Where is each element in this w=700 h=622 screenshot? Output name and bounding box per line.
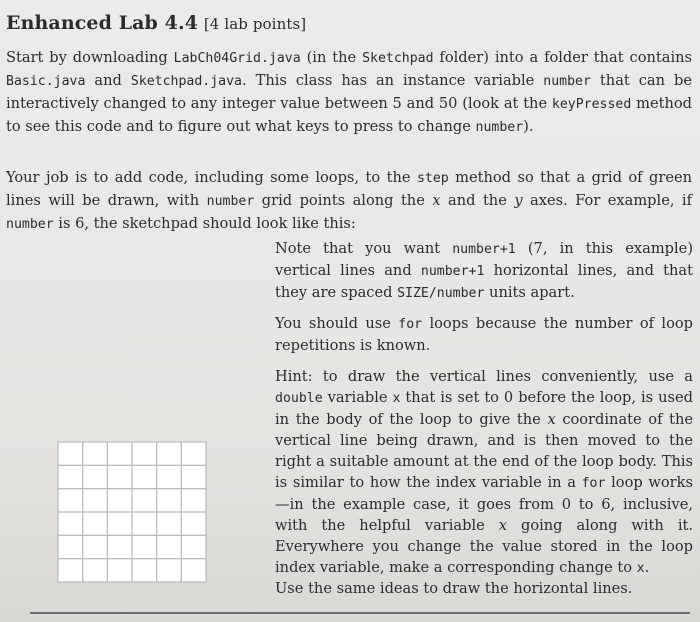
note-text: loops because the number of loop repetitions is known. — [275, 315, 694, 354]
note-text: (7, in this example) vertical lines and — [275, 240, 694, 279]
code-for: for — [581, 476, 606, 491]
job-paragraph — [6, 167, 692, 236]
job-text: and the — [440, 192, 515, 209]
hint-text: Hint: to draw the vertical lines conveniently, use a — [275, 368, 693, 385]
hint-paragraph — [275, 366, 693, 579]
note-text: You should use — [275, 315, 399, 332]
intro-text: method to see this code and to figure out what keys to press to change — [6, 95, 692, 135]
intro-text: that can be interactively changed to any integer value between 5 and 50 (look at the — [6, 72, 692, 112]
code-x: x — [636, 561, 645, 576]
hint-text: loop works—in the example case, it goes from 0 to 6, inclusive, with the helpful variable — [275, 474, 693, 534]
code-number: number — [475, 120, 524, 135]
job-text: grid points along the — [254, 192, 433, 209]
code-x: x — [392, 391, 401, 406]
final-paragraph — [275, 578, 693, 599]
math-x: x — [432, 192, 441, 209]
code-filename: LabCh04Grid.java — [173, 51, 301, 66]
note-for-loops-paragraph — [275, 313, 693, 356]
intro-text: Start by downloading — [6, 49, 174, 66]
intro-text: (in the — [300, 49, 363, 66]
code-size-over-number: SIZE/number — [397, 286, 485, 301]
code-step: step — [416, 171, 449, 186]
math-x: x — [498, 517, 507, 534]
lab-heading — [6, 12, 306, 34]
code-basic: Basic.java — [6, 74, 86, 89]
code-number: number — [206, 194, 255, 209]
code-folder: Sketchpad — [362, 51, 434, 66]
code-for: for — [398, 317, 423, 332]
note-text: units apart. — [484, 284, 575, 301]
code-double: double — [275, 391, 323, 406]
note-spacing-paragraph — [275, 238, 693, 304]
intro-text: . This class has an instance variable — [241, 72, 544, 89]
intro-paragraph — [6, 47, 692, 139]
job-text: is 6, the sketchpad should look like this: — [53, 215, 356, 232]
code-sketchpad: Sketchpad.java — [130, 74, 242, 89]
code-number: number — [6, 217, 54, 232]
intro-text: ). — [523, 118, 534, 135]
job-text: axes. For example, if — [522, 192, 693, 209]
math-x: x — [547, 411, 556, 428]
note-text: Note that you want — [275, 240, 453, 257]
lab-title: Enhanced Lab 4.4 — [6, 12, 199, 34]
example-grid-figure — [57, 441, 207, 583]
code-number-plus-one: number+1 — [420, 264, 485, 279]
code-keypressed: keyPressed — [551, 97, 632, 112]
code-number: number — [543, 74, 591, 89]
job-text: method so that a grid of green lines will be drawn, with — [6, 169, 693, 209]
hint-text: that is set to 0 before the loop, is used in the body of the loop to give the — [275, 389, 693, 428]
intro-text: folder) into a folder that contains — [433, 49, 692, 66]
code-number-plus-one: number+1 — [452, 242, 516, 257]
page-bottom-rule — [30, 612, 690, 614]
note-text: horizontal lines, and that they are spaced — [275, 262, 693, 301]
intro-text: and — [85, 72, 131, 89]
hint-text: going along with it. Everywhere you change the value stored in the loop index variable, make a corresponding change to — [275, 517, 693, 576]
lab-points: [4 lab points] — [203, 15, 307, 33]
hint-text: coordinate of the vertical line being drawn, and is then moved to the right a suitable amount at the end of the loop body. This is similar to how the index variable in a — [275, 411, 693, 491]
final-text: Use the same ideas to draw the horizontal lines. — [275, 580, 633, 597]
hint-text: variable — [322, 389, 393, 406]
math-y: y — [514, 192, 523, 209]
job-text: Your job is to add code, including some loops, to the — [6, 169, 417, 186]
hint-text: . — [644, 559, 650, 576]
